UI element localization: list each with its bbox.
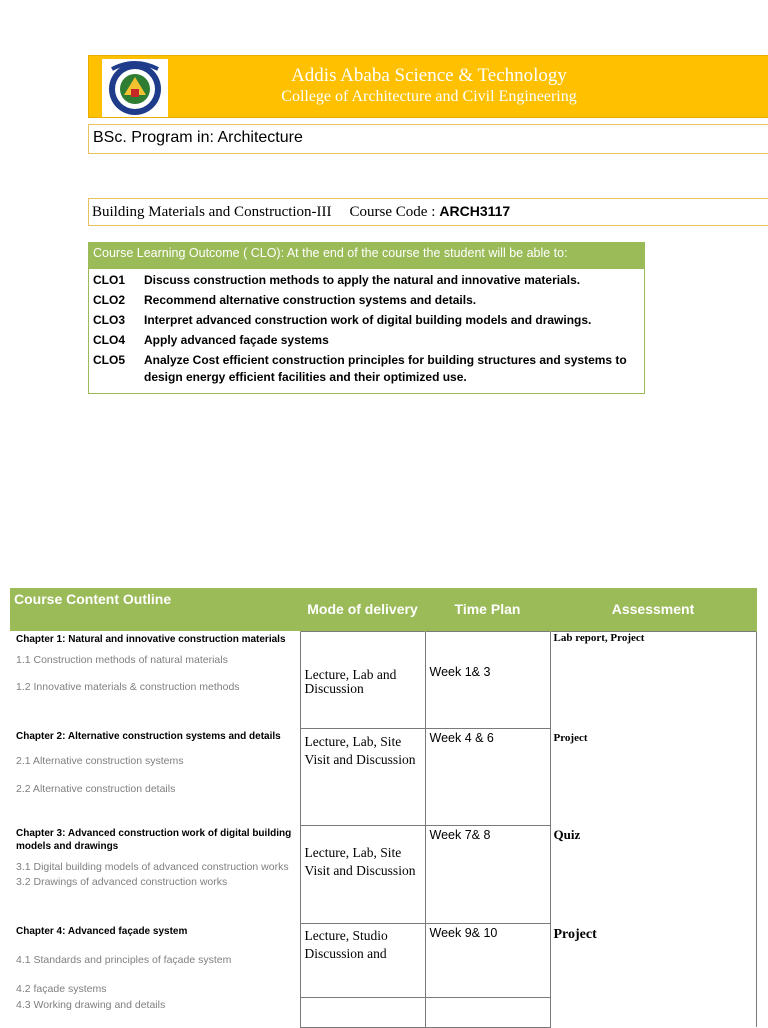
chapter-subtopic: 2.2 Alternative construction details	[16, 783, 176, 795]
assessment-text: Quiz	[553, 827, 581, 842]
assessment-cell	[550, 728, 756, 825]
empty-cell	[300, 997, 425, 1027]
clo-table	[88, 242, 645, 394]
clo-text: Discuss construction methods to apply the natural and innovative materials.	[144, 273, 581, 287]
chapter-subtopic: 3.2 Drawings of advanced construction works	[16, 876, 228, 888]
chapter-subtopic: 3.1 Digital building models of advanced construction works	[16, 861, 289, 873]
clo-text: Interpret advanced construction work of digital building models and drawings.	[144, 313, 592, 327]
chapter-subtopic: 4.2 façade systems	[16, 983, 107, 995]
time-cell	[425, 825, 550, 923]
header-banner	[88, 55, 768, 118]
time-text: Week 1& 3	[429, 664, 491, 679]
course-line	[88, 198, 768, 226]
assessment-cell	[550, 825, 756, 923]
time-cell	[425, 728, 550, 825]
program-value: Architecture	[217, 129, 303, 146]
assessment-text: Lab report, Project	[553, 631, 645, 644]
chapter-cell	[10, 728, 300, 825]
clo-row	[89, 272, 644, 289]
col-header-assessment: Assessment	[550, 588, 756, 631]
assessment-cell	[550, 631, 756, 728]
assessment-text: Project	[553, 927, 597, 942]
university-name: Addis Ababa Science & Technology	[291, 65, 567, 86]
chapter-cell	[10, 923, 300, 1027]
clo-header: Course Learning Outcome ( CLO): At the end of the course the student will be able to:	[89, 243, 644, 269]
mode-text: Lecture, Lab, Site Visit and Discussion	[304, 733, 416, 767]
clo-text: Apply advanced façade systems	[144, 333, 329, 347]
table-row	[10, 631, 756, 728]
assessment-cell	[550, 923, 756, 1027]
chapter-cell	[10, 825, 300, 923]
time-text: Week 7& 8	[429, 827, 491, 842]
mode-text: Lecture, Studio Discussion and	[304, 927, 388, 961]
mode-cell	[300, 923, 425, 997]
course-title: Building Materials and Construction-III	[92, 204, 332, 220]
empty-cell	[425, 997, 550, 1027]
time-cell	[425, 631, 550, 728]
chapter-title: Chapter 4: Advanced façade system	[16, 926, 188, 937]
chapter-title: Chapter 1: Natural and innovative construction materials	[16, 634, 286, 645]
time-cell	[425, 923, 550, 997]
mode-cell	[300, 631, 425, 728]
chapter-title: Chapter 3: Advanced construction work of digital building models and drawings	[16, 828, 292, 852]
clo-id: CLO3	[93, 313, 126, 327]
clo-row	[89, 312, 644, 329]
college-name: College of Architecture and Civil Engineering	[281, 88, 577, 105]
program-label: BSc. Program in:	[93, 129, 214, 146]
table-row	[10, 923, 756, 997]
mode-text: Lecture, Lab and Discussion	[304, 666, 397, 696]
clo-id: CLO1	[93, 273, 126, 287]
chapter-subtopic: 4.1 Standards and principles of façade system	[16, 954, 232, 966]
clo-text: Analyze Cost efficient construction principles for building structures and systems to design energy efficient facilities and their optimized use.	[144, 353, 627, 384]
mode-cell	[300, 825, 425, 923]
chapter-subtopic: 1.2 Innovative materials & construction methods	[16, 681, 240, 693]
chapter-subtopic: 1.1 Construction methods of natural materials	[16, 654, 228, 666]
course-outline-table	[10, 588, 757, 1028]
clo-text: Recommend alternative construction systems and details.	[144, 293, 477, 307]
mode-text: Lecture, Lab, Site Visit and Discussion	[304, 844, 416, 878]
clo-row	[89, 352, 644, 386]
program-line	[88, 124, 768, 154]
col-header-outline: Course Content Outline	[10, 588, 300, 631]
chapter-title: Chapter 2: Alternative construction systems and details	[16, 731, 281, 742]
chapter-cell	[10, 631, 300, 728]
table-row	[10, 728, 756, 825]
university-seal-icon	[102, 59, 168, 117]
chapter-subtopic: 4.3 Working drawing and details	[16, 999, 166, 1011]
outline-header-row	[10, 588, 756, 631]
course-code: ARCH3117	[439, 203, 511, 219]
clo-id: CLO4	[93, 333, 126, 347]
table-row	[10, 825, 756, 923]
col-header-time: Time Plan	[425, 588, 550, 631]
course-code-label: Course Code :	[349, 204, 436, 220]
clo-row	[89, 332, 644, 349]
clo-id: CLO2	[93, 293, 126, 307]
mode-cell	[300, 728, 425, 825]
assessment-text: Project	[553, 732, 588, 744]
clo-id: CLO5	[93, 353, 126, 367]
time-text: Week 4 & 6	[429, 730, 494, 745]
col-header-mode: Mode of delivery	[300, 588, 425, 631]
chapter-subtopic: 2.1 Alternative construction systems	[16, 755, 184, 767]
clo-row	[89, 292, 644, 309]
time-text: Week 9& 10	[429, 925, 498, 940]
